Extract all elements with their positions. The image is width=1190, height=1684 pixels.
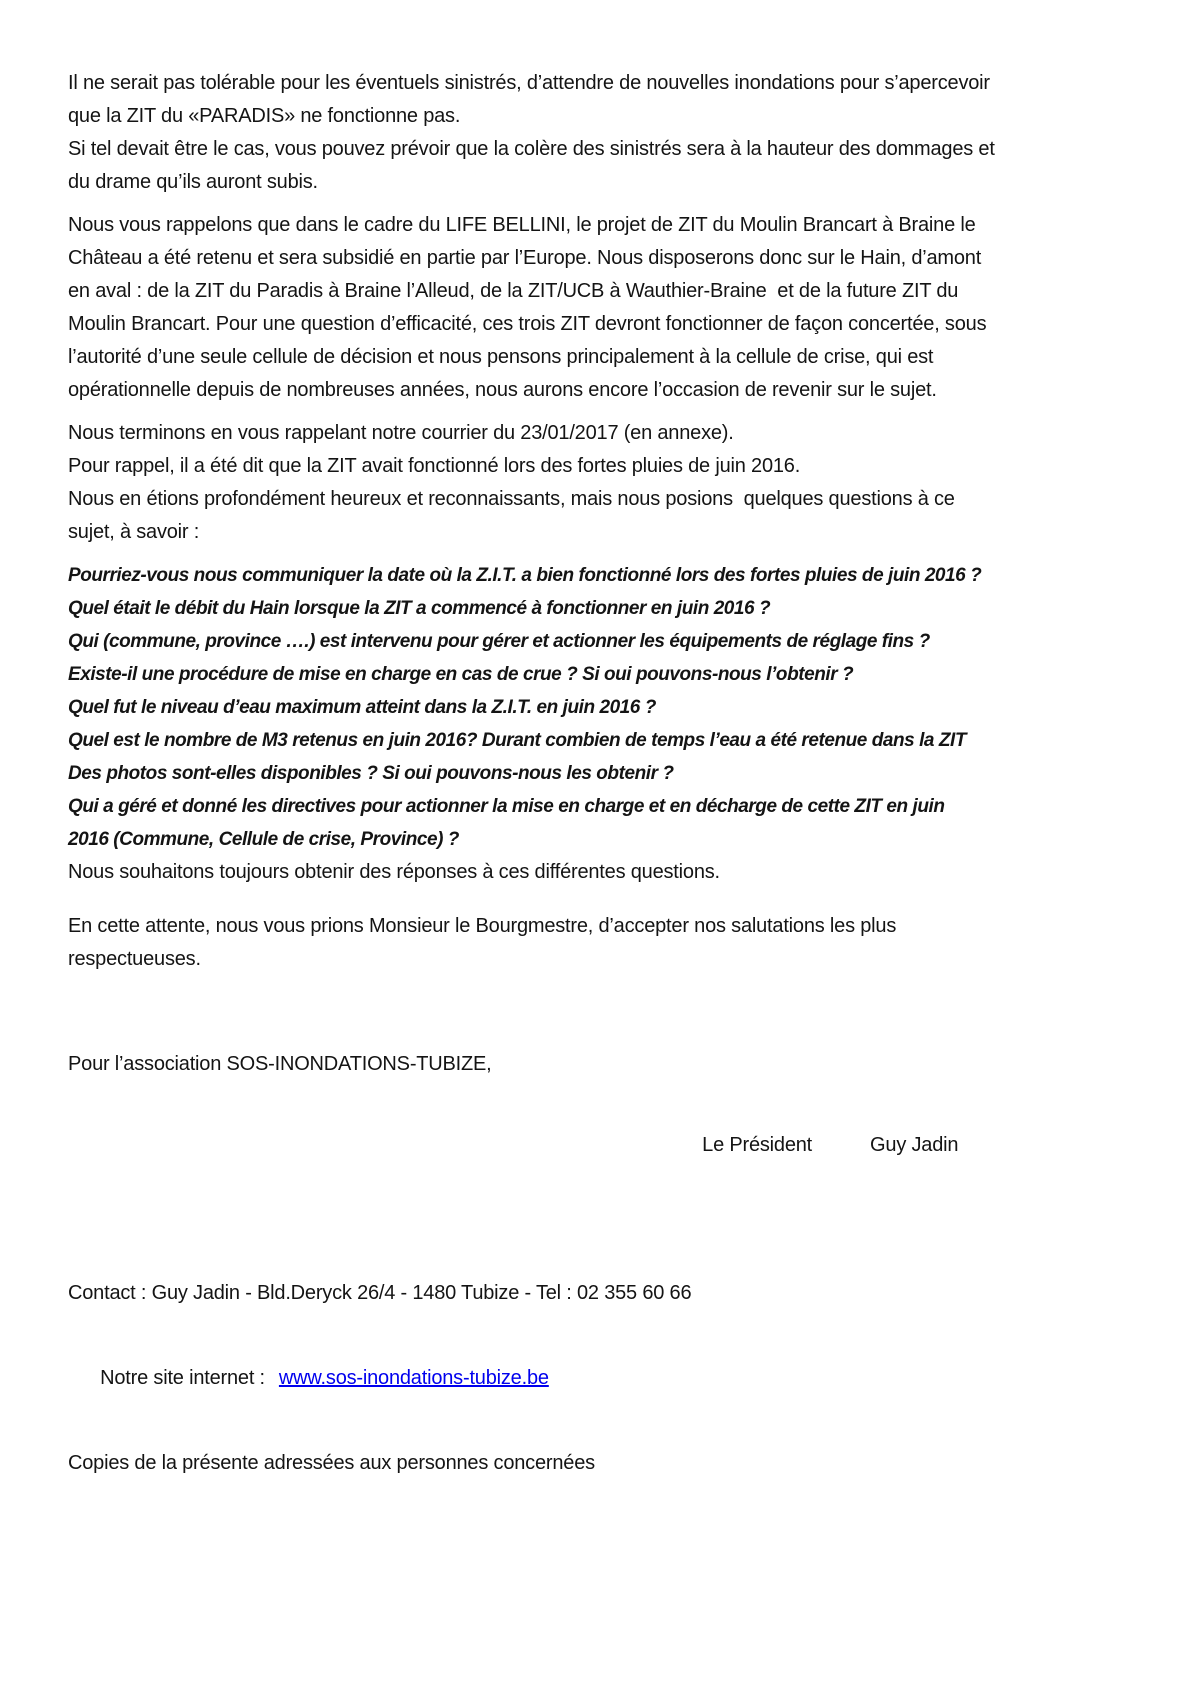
association-line: Pour l’association SOS-INONDATIONS-TUBIZE, (68, 1053, 492, 1075)
letter-line: Nous en étions profondément heureux et reconnaissants, mais nous posions quelques questions à ce (68, 488, 955, 510)
contact-line: Contact : Guy Jadin - Bld.Deryck 26/4 - 1480 Tubize - Tel : 02 355 60 66 (68, 1282, 692, 1304)
letter-line: sujet, à savoir : (68, 521, 200, 543)
website-line (68, 1329, 1190, 1428)
question-line: Quel est le nombre de M3 retenus en juin 2016? Durant combien de temps l’eau a été retenue dans la ZIT (68, 730, 967, 751)
letter-line: Château a été retenu et sera subsidié en partie par l’Europe. Nous disposerons donc sur le Hain, d’amont (68, 247, 982, 269)
question-line: Quel fut le niveau d’eau maximum atteint dans la Z.I.T. en juin 2016 ? (68, 697, 656, 718)
letter-line: que la ZIT du «PARADIS» ne fonctionne pas. (68, 105, 461, 127)
question-line: Pourriez-vous nous communiquer la date où la Z.I.T. a bien fonctionné lors des fortes pluies de juin 2016 ? (68, 565, 982, 586)
letter-line: opérationnelle depuis de nombreuses années, nous aurons encore l’occasion de revenir sur le sujet. (68, 379, 937, 401)
letter-line: respectueuses. (68, 948, 201, 970)
questions-list (68, 559, 1190, 856)
letter-line: Il ne serait pas tolérable pour les éventuels sinistrés, d’attendre de nouvelles inondations pour s’apercevoir (68, 72, 990, 94)
website-label: Notre site internet : (100, 1367, 265, 1389)
paragraph-intro (68, 67, 1190, 199)
letter-line: Nous vous rappelons que dans le cadre du LIFE BELLINI, le projet de ZIT du Moulin Brancart à Braine le (68, 214, 976, 236)
valediction (68, 910, 1190, 976)
letter-line: Moulin Brancart. Pour une question d’efficacité, ces trois ZIT devront fonctionner de façon concertée, sous (68, 313, 987, 335)
website-link[interactable]: www.sos-inondations-tubize.be (278, 1367, 549, 1389)
paragraph-life-bellini (68, 209, 1190, 407)
paragraph-rappel (68, 417, 1190, 549)
question-line: Des photos sont-elles disponibles ? Si oui pouvons-nous les obtenir ? (68, 763, 674, 784)
letter-line: l’autorité d’une seule cellule de décision et nous pensons principalement à la cellule de crise, qui est (68, 346, 934, 368)
copies-line: Copies de la présente adressées aux personnes concernées (68, 1452, 595, 1474)
question-line: Qui a géré et donné les directives pour actionner la mise en charge et en décharge de cette ZIT en juin (68, 796, 945, 817)
letter-line: Si tel devait être le cas, vous pouvez prévoir que la colère des sinistrés sera à la hauteur des dommages et (68, 138, 995, 160)
letter-line: En cette attente, nous vous prions Monsieur le Bourgmestre, d’accepter nos salutations les plus (68, 915, 897, 937)
letter-line: Nous terminons en vous rappelant notre courrier du 23/01/2017 (en annexe). (68, 422, 734, 444)
letter-line: Pour rappel, il a été dit que la ZIT avait fonctionné lors des fortes pluies de juin 2016. (68, 455, 801, 477)
questions-followup: Nous souhaitons toujours obtenir des réponses à ces différentes questions. (68, 861, 720, 883)
question-line: Existe-il une procédure de mise en charge en cas de crue ? Si oui pouvons-nous l’obtenir ? (68, 664, 854, 685)
letter-line: en aval : de la ZIT du Paradis à Braine l’Alleud, de la ZIT/UCB à Wauthier-Braine et de la future ZIT du (68, 280, 959, 302)
question-line: 2016 (Commune, Cellule de crise, Province) ? (68, 829, 459, 850)
signer-name: Guy Jadin (870, 1134, 959, 1156)
question-line: Qui (commune, province ….) est intervenu pour gérer et actionner les équipements de réglage fins ? (68, 631, 930, 652)
letter-line: du drame qu’ils auront subis. (68, 171, 318, 193)
question-line: Quel était le débit du Hain lorsque la ZIT a commencé à fonctionner en juin 2016 ? (68, 598, 771, 619)
signature-row (68, 1096, 1190, 1195)
signer-title: Le Président (702, 1134, 813, 1156)
